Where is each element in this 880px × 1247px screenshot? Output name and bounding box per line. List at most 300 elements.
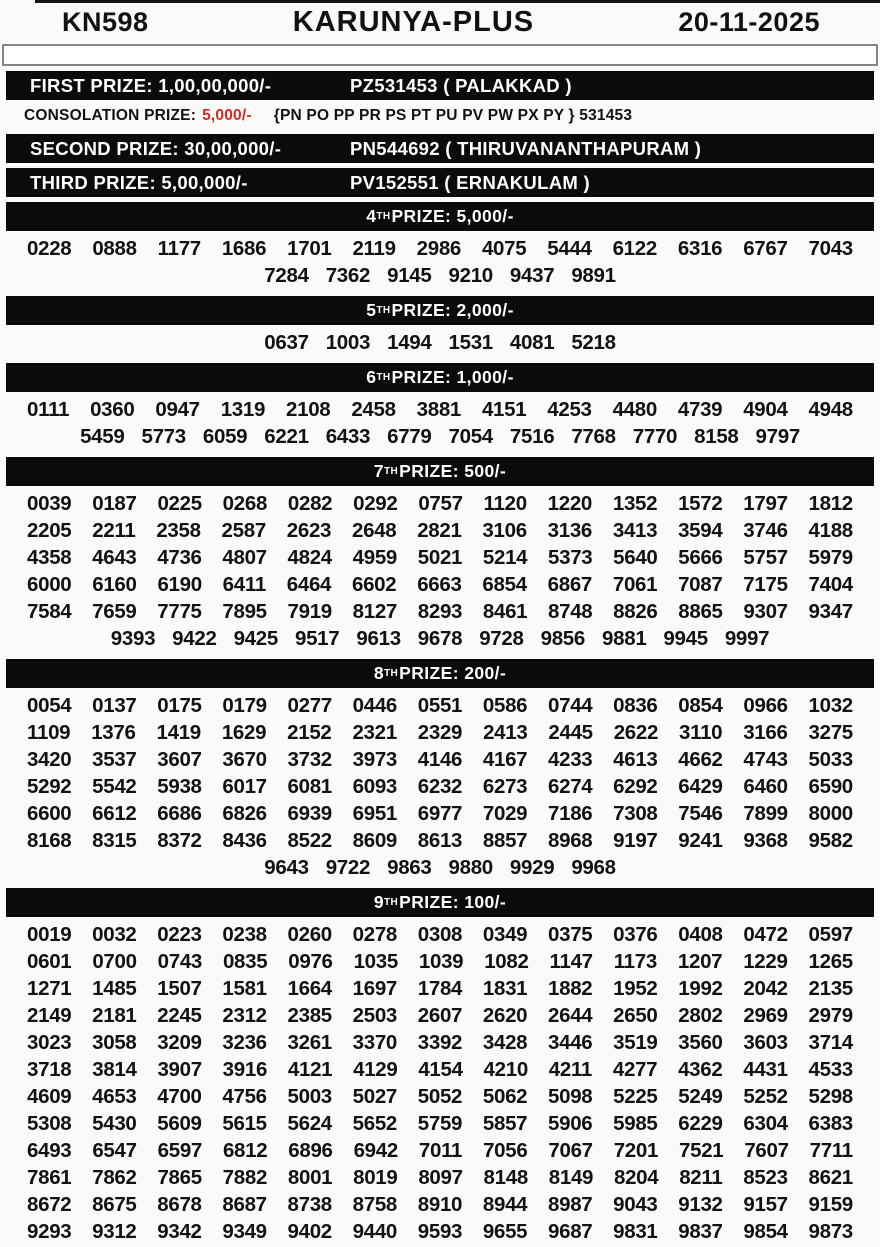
prize-number: 2969 <box>743 1004 788 1027</box>
prize-number: 4362 <box>678 1058 723 1081</box>
tier-amount: PRIZE: 500/- <box>399 461 507 481</box>
prize-number: 0375 <box>548 923 593 946</box>
prize-number: 2108 <box>286 398 331 421</box>
prize-number: 0376 <box>613 923 658 946</box>
prize-number: 0111 <box>27 398 70 421</box>
first-prize-bar <box>6 71 874 100</box>
prize-number: 1784 <box>417 977 463 1000</box>
prize-number: 0586 <box>482 694 528 717</box>
prize-number: 1032 <box>808 694 853 717</box>
prize-number: 5214 <box>482 546 528 569</box>
prize-number: 6779 <box>387 425 432 448</box>
prize-number: 6292 <box>613 775 658 798</box>
prize-number: 9582 <box>808 829 853 852</box>
prize-number: 3110 <box>679 721 723 744</box>
prize-number: 9422 <box>172 627 217 650</box>
prize-number: 3261 <box>287 1031 332 1054</box>
prize-number: 7862 <box>92 1166 137 1189</box>
prize-number: 5759 <box>417 1112 463 1135</box>
number-row <box>0 598 880 625</box>
prize-number: 9968 <box>571 856 616 879</box>
number-row <box>0 719 880 746</box>
prize-number: 0888 <box>92 237 137 260</box>
prize-number: 0260 <box>287 923 332 946</box>
prize-number: 9307 <box>743 600 788 623</box>
prize-number: 7284 <box>264 264 309 287</box>
prize-number: 5542 <box>92 775 137 798</box>
prize-number: 5252 <box>743 1085 788 1108</box>
prize-number: 6942 <box>353 1139 398 1162</box>
prize-number: 2358 <box>156 519 201 542</box>
prize-number: 0019 <box>27 923 72 946</box>
prize-number: 8826 <box>613 600 658 623</box>
prize-number: 1229 <box>743 950 788 973</box>
prize-number: 9655 <box>482 1220 528 1243</box>
lottery-name: KARUNYA-PLUS <box>292 6 535 38</box>
prize-number: 7899 <box>743 802 788 825</box>
prize-number: 3166 <box>743 721 788 744</box>
prize-number: 1376 <box>91 721 136 744</box>
prize-number: 2587 <box>221 519 266 542</box>
prize-number: 1220 <box>547 492 593 515</box>
prize-number: 9241 <box>678 829 723 852</box>
prize-number: 4188 <box>808 519 853 542</box>
prize-number: 9437 <box>509 264 555 287</box>
prize-number: 9197 <box>613 829 658 852</box>
prize-number: 4154 <box>418 1058 463 1081</box>
prize-number: 4756 <box>222 1085 267 1108</box>
prize-number: 0976 <box>288 950 333 973</box>
prize-number: 0744 <box>548 694 593 717</box>
prize-number: 9997 <box>724 627 770 650</box>
prize-number: 3560 <box>678 1031 723 1054</box>
prize-number: 4807 <box>222 546 267 569</box>
prize-number: 6686 <box>157 802 202 825</box>
prize-number: 9157 <box>743 1193 788 1216</box>
number-row <box>0 692 880 719</box>
prize-number: 6383 <box>808 1112 853 1135</box>
prize-number: 9145 <box>387 264 432 287</box>
prize-number: 6612 <box>92 802 137 825</box>
tier-amount: PRIZE: 2,000/- <box>391 300 514 320</box>
prize-number: 7865 <box>157 1166 202 1189</box>
prize-number: 9722 <box>325 856 371 879</box>
prize-number: 0743 <box>157 950 203 973</box>
prize-number: 1173 <box>613 950 657 973</box>
prize-number: 1572 <box>678 492 723 515</box>
prize-number: 0601 <box>27 950 72 973</box>
prize-number: 5459 <box>80 425 125 448</box>
prize-number: 0835 <box>222 950 268 973</box>
prize-number: 8609 <box>352 829 398 852</box>
prize-number: 5773 <box>141 425 186 448</box>
prize-number: 3058 <box>92 1031 137 1054</box>
prize-number: 3413 <box>612 519 658 542</box>
prize-number: 8748 <box>548 600 593 623</box>
prize-number: 4643 <box>92 546 137 569</box>
second-prize-bar <box>6 134 874 163</box>
prize-number: 4211 <box>548 1058 593 1081</box>
prize-number: 8158 <box>694 425 739 448</box>
prize-number: 0179 <box>222 694 267 717</box>
prize-number: 7711 <box>809 1139 853 1162</box>
prize-number: 8127 <box>352 600 398 623</box>
prize-number: 2623 <box>286 519 332 542</box>
prize-number: 2648 <box>351 519 397 542</box>
first-prize-winner: PZ531453 ( PALAKKAD ) <box>350 74 572 96</box>
number-row <box>0 1218 880 1245</box>
prize-number: 4613 <box>613 748 658 771</box>
prize-number: 8315 <box>92 829 137 852</box>
prize-number: 8944 <box>482 1193 528 1216</box>
prize-number: 6951 <box>352 802 398 825</box>
tier-amount: PRIZE: 5,000/- <box>391 206 514 226</box>
prize-number: 9402 <box>287 1220 332 1243</box>
prize-number: 5757 <box>743 546 788 569</box>
prize-number: 3916 <box>222 1058 268 1081</box>
prize-number: 3746 <box>743 519 788 542</box>
prize-number: 1003 <box>325 331 371 354</box>
prize-number: 8204 <box>613 1166 659 1189</box>
prize-number: 4736 <box>157 546 202 569</box>
number-row <box>0 490 880 517</box>
prize-number: 0854 <box>678 694 723 717</box>
prize-number: 6663 <box>417 573 462 596</box>
number-row <box>0 773 880 800</box>
prize-number: 2329 <box>417 721 463 744</box>
prize-number: 7029 <box>482 802 528 825</box>
prize-number: 9831 <box>613 1220 658 1243</box>
prize-number: 3275 <box>808 721 853 744</box>
prize-number: 8149 <box>548 1166 594 1189</box>
prize-number: 5027 <box>352 1085 398 1108</box>
prize-number: 1271 <box>27 977 72 1000</box>
prize-number: 8987 <box>548 1193 593 1216</box>
second-prize-winner: PN544692 ( THIRUVANANTHAPURAM ) <box>350 137 702 159</box>
prize-number: 9210 <box>448 264 493 287</box>
third-prize-bar <box>6 168 874 197</box>
prize-number: 1831 <box>482 977 528 1000</box>
prize-number: 1485 <box>92 977 137 1000</box>
prize-number: 5021 <box>417 546 463 569</box>
prize-number: 0187 <box>92 492 137 515</box>
prize-number: 5052 <box>417 1085 463 1108</box>
prize-number: 5098 <box>548 1085 593 1108</box>
number-row <box>0 625 880 652</box>
prize-number: 0278 <box>352 923 398 946</box>
prize-number: 6017 <box>222 775 267 798</box>
number-row <box>0 544 880 571</box>
prize-number: 5218 <box>571 331 616 354</box>
prize-number: 9880 <box>448 856 493 879</box>
prize-number: 8436 <box>222 829 267 852</box>
prize-number: 6304 <box>743 1112 788 1135</box>
prize-number: 2135 <box>808 977 853 1000</box>
number-row <box>0 746 880 773</box>
prize-number: 8865 <box>678 600 723 623</box>
prize-number: 2245 <box>157 1004 202 1027</box>
consolation-row <box>6 103 874 129</box>
prize-number: 5640 <box>613 546 658 569</box>
draw-code: KN598 <box>62 7 149 37</box>
number-row <box>0 423 880 450</box>
number-row <box>0 975 880 1002</box>
prize-number: 7882 <box>222 1166 268 1189</box>
prize-number: 8738 <box>287 1193 332 1216</box>
prize-number: 0225 <box>157 492 202 515</box>
third-prize-label: THIRD PRIZE: 5,00,000/- <box>30 171 248 193</box>
prize-number: 8678 <box>157 1193 202 1216</box>
prize-number: 7011 <box>418 1139 463 1162</box>
consolation-amount: 5,000/- <box>202 107 252 124</box>
prize-number: 2181 <box>92 1004 137 1027</box>
prize-tier-header: 6 TH PRIZE: 1,000/- <box>6 363 874 392</box>
prize-number: 1531 <box>448 331 493 354</box>
number-row <box>0 262 880 289</box>
prize-number: 0238 <box>222 923 267 946</box>
prize-number: 7516 <box>509 425 555 448</box>
prize-number: 9881 <box>602 627 647 650</box>
prize-number: 3732 <box>287 748 332 771</box>
prize-number: 3420 <box>27 748 72 771</box>
prize-number: 0966 <box>743 694 788 717</box>
prize-number: 9856 <box>540 627 586 650</box>
prize-number: 2149 <box>27 1004 72 1027</box>
prize-number: 8372 <box>157 829 202 852</box>
prize-number: 2312 <box>222 1004 267 1027</box>
number-row <box>0 235 880 262</box>
number-row <box>0 1002 880 1029</box>
prize-number: 9425 <box>233 627 278 650</box>
third-prize-winner: PV152551 ( ERNAKULAM ) <box>350 171 590 193</box>
number-row <box>0 396 880 423</box>
prize-number: 4743 <box>743 748 788 771</box>
prize-number: 6460 <box>743 775 788 798</box>
number-row <box>0 1110 880 1137</box>
prize-number: 8522 <box>287 829 332 852</box>
prize-number: 4277 <box>612 1058 658 1081</box>
prize-number: 0308 <box>417 923 463 946</box>
prize-number: 6221 <box>264 425 309 448</box>
prize-number: 3814 <box>92 1058 137 1081</box>
prize-number: 2413 <box>483 721 528 744</box>
prize-number: 3714 <box>808 1031 853 1054</box>
prize-number: 6854 <box>482 573 527 596</box>
prize-number: 2458 <box>351 398 396 421</box>
prize-number: 0277 <box>287 694 332 717</box>
prize-number: 4167 <box>482 748 528 771</box>
prize-number: 0268 <box>222 492 268 515</box>
prize-number: 1147 <box>549 950 593 973</box>
prize-number: 7546 <box>678 802 723 825</box>
prize-sections <box>0 202 880 1247</box>
prize-number: 3907 <box>157 1058 202 1081</box>
prize-number: 5003 <box>287 1085 332 1108</box>
prize-number: 9593 <box>417 1220 463 1243</box>
prize-number: 9312 <box>92 1220 137 1243</box>
prize-number: 1419 <box>156 721 201 744</box>
prize-number: 3670 <box>222 748 267 771</box>
prize-number: 5308 <box>27 1112 72 1135</box>
prize-number: 8097 <box>418 1166 463 1189</box>
prize-number: 2979 <box>808 1004 853 1027</box>
prize-number: 9393 <box>110 627 156 650</box>
prize-number: 1992 <box>678 977 723 1000</box>
prize-number: 8168 <box>27 829 72 852</box>
number-row <box>0 1137 880 1164</box>
prize-number: 7186 <box>548 802 593 825</box>
prize-number: 5225 <box>613 1085 658 1108</box>
prize-number: 9342 <box>157 1220 202 1243</box>
tier-ordinal: 9 <box>373 892 385 912</box>
prize-number: 1039 <box>418 950 464 973</box>
prize-number: 4904 <box>743 398 788 421</box>
prize-number: 5906 <box>548 1112 593 1135</box>
tier-amount: PRIZE: 1,000/- <box>391 367 514 387</box>
prize-number: 9929 <box>509 856 555 879</box>
prize-number: 9854 <box>743 1220 788 1243</box>
prize-number: 8293 <box>417 600 463 623</box>
prize-number: 7175 <box>743 573 788 596</box>
prize-number: 4129 <box>353 1058 398 1081</box>
prize-number: 0597 <box>808 923 853 946</box>
prize-number: 9613 <box>356 627 401 650</box>
prize-number: 6190 <box>157 573 202 596</box>
prize-number: 6939 <box>287 802 332 825</box>
prize-number: 6977 <box>417 802 463 825</box>
prize-number: 1629 <box>221 721 267 744</box>
prize-number: 5979 <box>808 546 853 569</box>
prize-number: 8687 <box>222 1193 267 1216</box>
prize-number: 7768 <box>571 425 616 448</box>
prize-number: 2650 <box>613 1004 658 1027</box>
prize-number: 6826 <box>222 802 267 825</box>
prize-number: 0836 <box>613 694 658 717</box>
prize-number: 7775 <box>157 600 202 623</box>
tier-amount: PRIZE: 100/- <box>399 892 507 912</box>
prize-number: 9837 <box>678 1220 723 1243</box>
prize-number: 1812 <box>808 492 853 515</box>
prize-number: 8857 <box>482 829 528 852</box>
prize-number: 2321 <box>352 721 397 744</box>
prize-number: 6867 <box>547 573 593 596</box>
draw-date: 20-11-2025 <box>678 7 820 37</box>
prize-number: 4210 <box>483 1058 528 1081</box>
prize-number: 0039 <box>27 492 72 515</box>
prize-number: 6602 <box>351 573 397 596</box>
prize-number: 2821 <box>417 519 462 542</box>
prize-number: 9863 <box>387 856 432 879</box>
prize-number: 3428 <box>482 1031 528 1054</box>
prize-number: 0700 <box>92 950 137 973</box>
prize-number: 1701 <box>287 237 332 260</box>
prize-number: 7087 <box>678 573 723 596</box>
winning-numbers-grid <box>0 234 880 291</box>
prize-number: 7404 <box>808 573 853 596</box>
prize-number: 2802 <box>678 1004 723 1027</box>
prize-number: 5652 <box>352 1112 398 1135</box>
prize-tier-header: 7 TH PRIZE: 500/- <box>6 457 874 486</box>
winning-numbers-grid <box>0 395 880 452</box>
prize-number: 4151 <box>481 398 527 421</box>
prize-number: 8211 <box>679 1166 723 1189</box>
number-row <box>0 1029 880 1056</box>
winning-numbers-grid <box>0 328 880 358</box>
prize-number: 6160 <box>92 573 137 596</box>
prize-number: 5430 <box>92 1112 137 1135</box>
second-prize-label: SECOND PRIZE: 30,00,000/- <box>30 137 282 159</box>
tier-ordinal: 6 <box>366 367 377 387</box>
prize-number: 6493 <box>27 1139 72 1162</box>
prize-number: 3603 <box>743 1031 788 1054</box>
prize-number: 7770 <box>632 425 678 448</box>
prize-number: 2205 <box>27 519 72 542</box>
consolation-series: {PN PO PP PR PS PT PU PV PW PX PY } 531453 <box>273 107 633 124</box>
prize-number: 4948 <box>808 398 853 421</box>
prize-number: 3519 <box>613 1031 658 1054</box>
number-row <box>0 827 880 854</box>
tier-ordinal: 5 <box>366 300 377 320</box>
prize-tier-header: 4 TH PRIZE: 5,000/- <box>6 202 874 231</box>
prize-number: 1494 <box>387 331 432 354</box>
prize-number: 9643 <box>264 856 309 879</box>
prize-number: 5444 <box>547 237 592 260</box>
prize-number: 9349 <box>222 1220 267 1243</box>
prize-number: 0137 <box>92 694 137 717</box>
prize-number: 0349 <box>482 923 528 946</box>
prize-number: 9517 <box>294 627 340 650</box>
prize-number: 5373 <box>548 546 593 569</box>
number-row <box>0 517 880 544</box>
prize-number: 8968 <box>548 829 593 852</box>
prize-number: 9891 <box>571 264 616 287</box>
prize-number: 7056 <box>483 1139 528 1162</box>
prize-number: 6232 <box>417 775 463 798</box>
prize-number: 0472 <box>743 923 788 946</box>
prize-number: 6590 <box>808 775 853 798</box>
prize-number: 7201 <box>613 1139 659 1162</box>
prize-number: 9159 <box>808 1193 853 1216</box>
tier-amount: PRIZE: 200/- <box>399 663 507 683</box>
prize-number: 9368 <box>743 829 788 852</box>
prize-number: 6433 <box>325 425 371 448</box>
prize-number: 5298 <box>808 1085 853 1108</box>
prize-tier-header: 5 TH PRIZE: 2,000/- <box>6 296 874 325</box>
prize-number: 5062 <box>482 1085 528 1108</box>
number-row <box>0 854 880 881</box>
prize-number: 4739 <box>677 398 723 421</box>
prize-number: 9873 <box>808 1220 853 1243</box>
prize-number: 2986 <box>416 237 462 260</box>
prize-number: 7362 <box>325 264 371 287</box>
prize-number: 5292 <box>27 775 72 798</box>
prize-number: 5624 <box>287 1112 332 1135</box>
ticket-search-input[interactable] <box>2 44 878 66</box>
prize-number: 9347 <box>808 600 853 623</box>
prize-number: 6229 <box>678 1112 723 1135</box>
prize-number: 3881 <box>416 398 462 421</box>
prize-number: 0757 <box>418 492 463 515</box>
prize-number: 9687 <box>548 1220 593 1243</box>
number-row <box>0 948 880 975</box>
prize-number: 1686 <box>221 237 267 260</box>
prize-number: 8019 <box>353 1166 398 1189</box>
prize-number: 8621 <box>808 1166 853 1189</box>
prize-number: 0032 <box>92 923 137 946</box>
prize-number: 3370 <box>352 1031 398 1054</box>
winning-numbers-grid <box>0 691 880 883</box>
prize-number: 7067 <box>548 1139 593 1162</box>
